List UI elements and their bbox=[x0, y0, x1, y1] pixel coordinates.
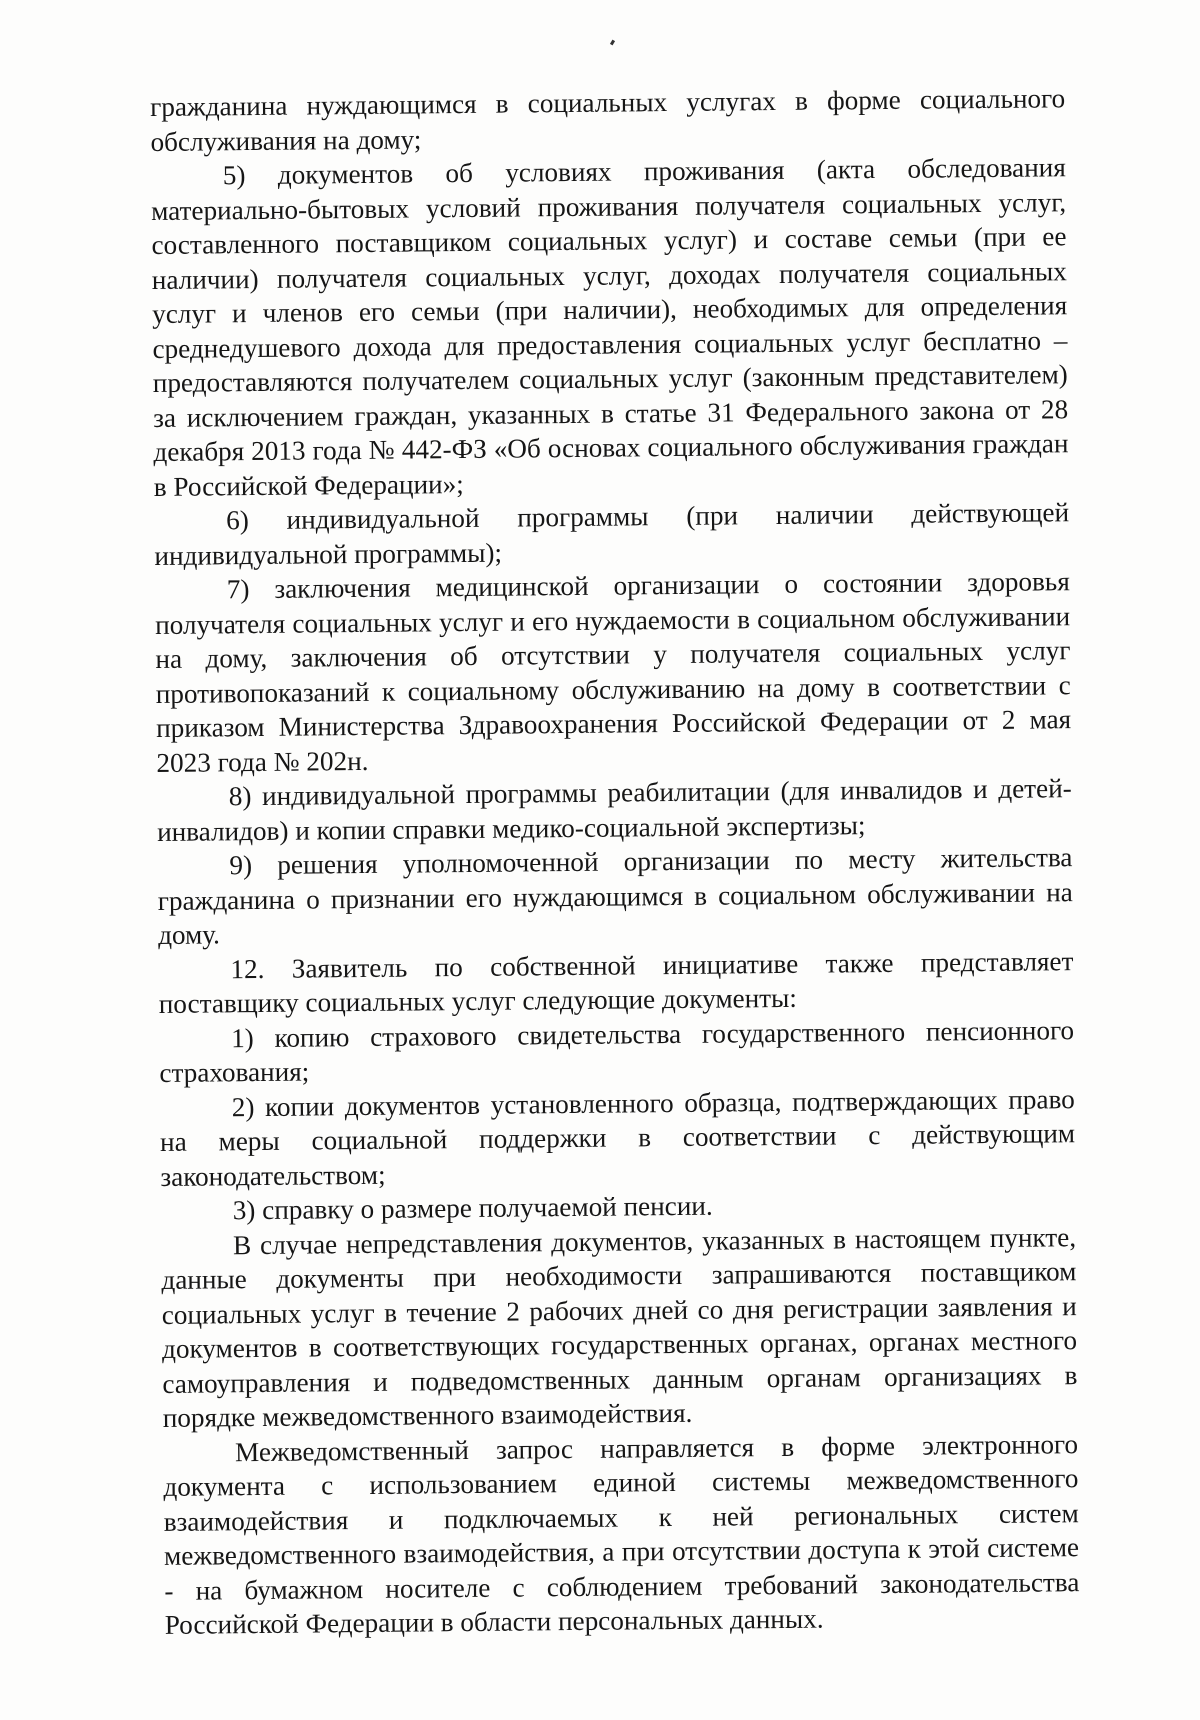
scan-speck bbox=[610, 40, 615, 46]
item-12-2: 2) копии документов установленного образца, подтверждающих право на меры социальной поддержки в соответствии с действующим законодательством; bbox=[159, 1083, 1076, 1192]
item-5: 5) документов об условиях проживания (акта обследования материально-бытовых условий проживания получателя социальных услуг, составленного поставщиком социальных услуг) и составе семьи (при ее наличии) получателя социальных услуг, доходах получателя социальных услуг и членов его семьи (при наличии), необходимых для определения среднедушевого дохода для предоставления социальных услуг бесплатно – предоставляются получателем социальных услуг (законным представителем) за исключением граждан, указанных в статье 31 Федерального закона от 28 декабря 2013 года № 442-ФЗ «Об основах социального обслуживания граждан в Российской Федерации»; bbox=[151, 152, 1069, 502]
item-8: 8) индивидуальной программы реабилитации (для инвалидов и детей-инвалидов) и копии справки медико-социальной экспертизы; bbox=[156, 773, 1072, 847]
section-12: 12. Заявитель по собственной инициативе также представляет поставщику социальных услуг следующие документы: bbox=[158, 945, 1074, 1019]
item-12-1: 1) копию страхового свидетельства государственного пенсионного страхования; bbox=[159, 1014, 1075, 1088]
item-9: 9) решения уполномоченной организации по месту жительства гражданина о признании его нуждающимся в социальном обслуживании на дому. bbox=[157, 842, 1073, 950]
item-12-3: 3) справку о размере получаемой пенсии. bbox=[232, 1190, 713, 1226]
paragraph-interagency-request: Межведомственный запрос направляется в форме электронного документа с использованием единой системы межведомственного взаимодействия и подключаемых к ней региональных систем межведомственного взаимодействия, а при отсутствии доступа к этой системе - на бумажном носителе с соблюдением требований законодательства Российской Федерации в области персональных данных. bbox=[163, 1428, 1080, 1640]
document-body bbox=[150, 81, 1080, 1642]
item-7: 7) заключения медицинской организации о состоянии здоровья получателя социальных услуг и его нуждаемости в социальном обслуживании на дому, заключения об отсутствии у получателя социальных услуг противопоказаний к социальному обслуживанию на дому в соответствии с приказом Министерства Здравоохранения Российской Федерации от 2 мая 2023 года № 202н. bbox=[154, 566, 1072, 778]
paragraph-continuation: гражданина нуждающимся в социальных услугах в форме социального обслуживания на дому; bbox=[150, 83, 1066, 157]
paragraph-nonsubmission: В случае непредставления документов, указанных в настоящем пункте, данные документы при необходимости запрашиваются поставщиком социальных услуг в течение 2 рабочих дней со дня регистрации заявления и документов в соответствующих государственных органах, органах местного самоуправления и подведомственных данным органам организациях в порядке межведомственного взаимодействия. bbox=[161, 1221, 1078, 1433]
item-6: 6) индивидуальной программы (при наличии действующей индивидуальной программы); bbox=[154, 497, 1070, 571]
